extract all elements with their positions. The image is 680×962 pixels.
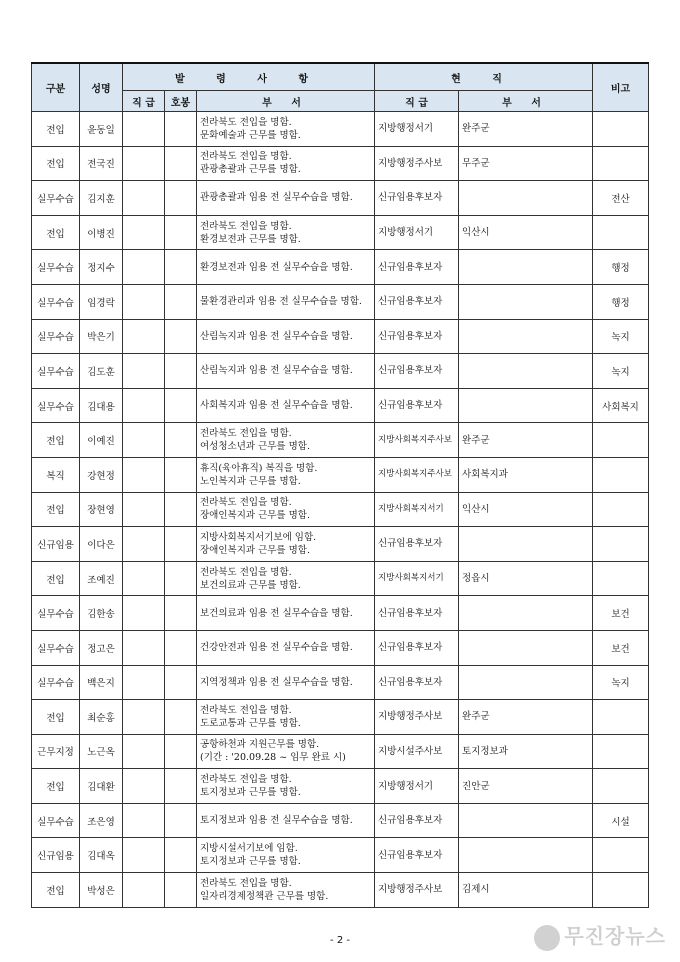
cell-grade	[123, 284, 165, 319]
table-row	[32, 284, 649, 319]
cell-step	[165, 873, 197, 908]
order-line-1: 지방시설서기보에 임함.	[200, 843, 298, 855]
cell-grade	[123, 457, 165, 492]
cell-grade	[123, 838, 165, 873]
cell-name: 김대용	[80, 388, 123, 423]
cell-cur-grade: 지방행정서기	[375, 215, 459, 250]
table-row	[32, 354, 649, 389]
cell-grade	[123, 146, 165, 181]
cell-gubun: 실무수습	[32, 665, 80, 700]
cell-grade	[123, 596, 165, 631]
cell-note	[593, 561, 649, 596]
cell-note: 보건	[593, 630, 649, 665]
table-row	[32, 873, 649, 908]
cell-name: 이다은	[80, 527, 123, 562]
cell-cur-dept	[459, 596, 593, 631]
cell-grade	[123, 181, 165, 216]
cell-cur-dept	[459, 803, 593, 838]
cell-gubun: 전입	[32, 561, 80, 596]
cell-gubun: 전입	[32, 769, 80, 804]
cell-step	[165, 596, 197, 631]
cell-order	[197, 769, 375, 804]
cell-order	[197, 423, 375, 458]
cell-step	[165, 700, 197, 735]
cell-grade	[123, 803, 165, 838]
cell-name: 전국진	[80, 146, 123, 181]
cell-step	[165, 734, 197, 769]
order-line-2: 문화예술과 근무를 명함.	[200, 129, 301, 141]
cell-step	[165, 388, 197, 423]
cell-step	[165, 284, 197, 319]
cell-name: 노근옥	[80, 734, 123, 769]
order-line-2: 여성청소년과 근무를 명함.	[200, 441, 311, 453]
cell-note	[593, 112, 649, 147]
cell-cur-dept: 완주군	[459, 423, 593, 458]
cell-name: 백은지	[80, 665, 123, 700]
col-dept-header: 부 서	[197, 91, 375, 112]
cell-order	[197, 803, 375, 838]
table-row	[32, 492, 649, 527]
cell-grade	[123, 769, 165, 804]
cell-name: 윤동일	[80, 112, 123, 147]
cell-cur-grade: 지방사회복지주사보	[375, 457, 459, 492]
cell-note: 전산	[593, 181, 649, 216]
col-current-header: 현 직	[375, 63, 593, 91]
cell-cur-grade: 신규임용후보자	[375, 284, 459, 319]
order-line-1: 보건의료과 임용 전 실무수습을 명함.	[200, 607, 353, 619]
table-row	[32, 457, 649, 492]
table-row	[32, 596, 649, 631]
cell-order	[197, 630, 375, 665]
order-line-1: 관광총괄과 임용 전 실무수습을 명함.	[200, 192, 353, 204]
table-row	[32, 561, 649, 596]
cell-grade	[123, 665, 165, 700]
order-line-1: 지역정책과 임용 전 실무수습을 명함.	[200, 676, 353, 688]
cell-note	[593, 423, 649, 458]
order-line-1: 공항하천과 지원근무를 명함.	[200, 739, 320, 751]
cell-step	[165, 319, 197, 354]
cell-order	[197, 388, 375, 423]
table-row	[32, 838, 649, 873]
cell-cur-dept	[459, 250, 593, 285]
col-note-header: 비고	[593, 63, 649, 112]
cell-note: 보건	[593, 596, 649, 631]
cell-cur-dept: 완주군	[459, 112, 593, 147]
order-line-1: 전라북도 전입을 명함.	[200, 151, 292, 163]
order-line-2: 장애인복지과 근무를 명함.	[200, 544, 311, 556]
cell-grade	[123, 734, 165, 769]
cell-cur-dept: 익산시	[459, 492, 593, 527]
cell-note: 사회복지	[593, 388, 649, 423]
table-row	[32, 803, 649, 838]
cell-cur-grade: 신규임용후보자	[375, 388, 459, 423]
cell-gubun: 전입	[32, 423, 80, 458]
cell-note	[593, 838, 649, 873]
cell-note	[593, 527, 649, 562]
order-line-2: 노인복지과 근무를 명함.	[200, 475, 301, 487]
cell-step	[165, 112, 197, 147]
cell-note	[593, 457, 649, 492]
cell-step	[165, 215, 197, 250]
cell-name: 강현정	[80, 457, 123, 492]
cell-cur-dept	[459, 181, 593, 216]
cell-note	[593, 734, 649, 769]
cell-note: 녹지	[593, 354, 649, 389]
cell-cur-dept: 토지정보과	[459, 734, 593, 769]
cell-cur-dept: 익산시	[459, 215, 593, 250]
cell-order	[197, 492, 375, 527]
cell-order	[197, 561, 375, 596]
cell-cur-dept: 진안군	[459, 769, 593, 804]
order-line-1: 전라북도 전입을 명함.	[200, 704, 292, 716]
cell-cur-grade: 지방사회복지주사보	[375, 423, 459, 458]
cell-name: 장현영	[80, 492, 123, 527]
order-line-1: 전라북도 전입을 명함.	[200, 220, 292, 232]
cell-order	[197, 873, 375, 908]
cell-grade	[123, 250, 165, 285]
cell-cur-dept	[459, 838, 593, 873]
cell-grade	[123, 527, 165, 562]
cell-step	[165, 665, 197, 700]
cell-order	[197, 838, 375, 873]
table-row	[32, 215, 649, 250]
watermark-text: 무진장뉴스	[564, 924, 666, 948]
cell-note: 녹지	[593, 665, 649, 700]
cell-order	[197, 215, 375, 250]
cell-gubun: 전입	[32, 146, 80, 181]
cell-grade	[123, 112, 165, 147]
cell-gubun: 실무수습	[32, 630, 80, 665]
cell-step	[165, 146, 197, 181]
col-cur-grade-header: 직 급	[375, 91, 459, 112]
cell-step	[165, 423, 197, 458]
order-line-1: 전라북도 전입을 명함.	[200, 497, 292, 509]
cell-cur-grade: 지방사회복지서기	[375, 492, 459, 527]
cell-note	[593, 873, 649, 908]
order-line-1: 전라북도 전입을 명함.	[200, 428, 292, 440]
cell-note: 행정	[593, 250, 649, 285]
order-line-1: 휴직(육아휴직) 복직을 명함.	[200, 462, 318, 474]
col-gubun-header: 구분	[32, 63, 80, 112]
cell-name: 정지수	[80, 250, 123, 285]
order-line-1: 전라북도 전입을 명함.	[200, 877, 292, 889]
cell-cur-dept: 김제시	[459, 873, 593, 908]
cell-name: 김지훈	[80, 181, 123, 216]
cell-cur-grade: 지방사회복지서기	[375, 561, 459, 596]
cell-gubun: 실무수습	[32, 596, 80, 631]
cell-cur-grade: 신규임용후보자	[375, 319, 459, 354]
cell-gubun: 실무수습	[32, 388, 80, 423]
cell-step	[165, 250, 197, 285]
cell-gubun: 실무수습	[32, 319, 80, 354]
col-name-header: 성명	[80, 63, 123, 112]
cell-grade	[123, 319, 165, 354]
cell-note	[593, 492, 649, 527]
cell-cur-grade: 신규임용후보자	[375, 838, 459, 873]
cell-step	[165, 769, 197, 804]
cell-order	[197, 734, 375, 769]
cell-step	[165, 527, 197, 562]
cell-order	[197, 700, 375, 735]
order-line-2: 장애인복지과 근무를 명함.	[200, 510, 311, 522]
order-line-1: 전라북도 전입을 명함.	[200, 116, 292, 128]
order-line-2: 환경보전과 근무를 명함.	[200, 233, 301, 245]
cell-cur-dept: 완주군	[459, 700, 593, 735]
cell-name: 박성은	[80, 873, 123, 908]
cell-gubun: 실무수습	[32, 250, 80, 285]
cell-order	[197, 319, 375, 354]
cell-order	[197, 250, 375, 285]
cell-gubun: 신규임용	[32, 838, 80, 873]
cell-note	[593, 769, 649, 804]
order-line-1: 산림녹지과 임용 전 실무수습을 명함.	[200, 365, 353, 377]
cell-cur-dept	[459, 319, 593, 354]
cell-gubun: 전입	[32, 492, 80, 527]
cell-step	[165, 630, 197, 665]
table-row	[32, 388, 649, 423]
cell-name: 김도훈	[80, 354, 123, 389]
order-line-1: 전라북도 전입을 명함.	[200, 566, 292, 578]
table-row	[32, 527, 649, 562]
cell-note	[593, 700, 649, 735]
table-row	[32, 146, 649, 181]
order-line-1: 건강안전과 임용 전 실무수습을 명함.	[200, 642, 353, 654]
cell-step	[165, 492, 197, 527]
cell-order	[197, 527, 375, 562]
cell-name: 정고은	[80, 630, 123, 665]
cell-note	[593, 146, 649, 181]
cell-grade	[123, 630, 165, 665]
cell-name: 김한송	[80, 596, 123, 631]
cell-gubun: 전입	[32, 112, 80, 147]
cell-grade	[123, 388, 165, 423]
table-row	[32, 181, 649, 216]
cell-cur-grade: 신규임용후보자	[375, 630, 459, 665]
cell-name: 김대옥	[80, 838, 123, 873]
cell-cur-grade: 신규임용후보자	[375, 354, 459, 389]
cell-order	[197, 181, 375, 216]
cell-grade	[123, 700, 165, 735]
cell-order	[197, 354, 375, 389]
page-number: - 2 -	[330, 935, 350, 946]
cell-cur-dept	[459, 527, 593, 562]
cell-cur-dept: 무주군	[459, 146, 593, 181]
cell-name: 이병진	[80, 215, 123, 250]
cell-gubun: 실무수습	[32, 181, 80, 216]
table-row	[32, 319, 649, 354]
cell-grade	[123, 423, 165, 458]
order-line-2: 토지정보과 근무를 명함.	[200, 787, 301, 799]
table-row	[32, 630, 649, 665]
cell-cur-dept	[459, 388, 593, 423]
cell-cur-dept: 사회복지과	[459, 457, 593, 492]
order-line-2: (기간 : '20.09.28 ~ 임무 완료 시)	[200, 752, 346, 764]
cell-order	[197, 596, 375, 631]
cell-cur-dept	[459, 284, 593, 319]
cell-cur-grade: 신규임용후보자	[375, 250, 459, 285]
cell-cur-dept	[459, 665, 593, 700]
cell-step	[165, 838, 197, 873]
cell-order	[197, 457, 375, 492]
cell-grade	[123, 561, 165, 596]
cell-step	[165, 803, 197, 838]
cell-gubun: 신규임용	[32, 527, 80, 562]
cell-cur-grade: 신규임용후보자	[375, 803, 459, 838]
cell-name: 이예진	[80, 423, 123, 458]
col-order-header: 발 령 사 항	[123, 63, 375, 91]
cell-order	[197, 284, 375, 319]
cell-cur-grade: 지방행정주사보	[375, 873, 459, 908]
cell-note	[593, 215, 649, 250]
cell-name: 조은영	[80, 803, 123, 838]
order-line-2: 토지정보과 근무를 명함.	[200, 856, 301, 868]
cell-cur-grade: 지방시설주사보	[375, 734, 459, 769]
cell-grade	[123, 215, 165, 250]
cell-grade	[123, 492, 165, 527]
cell-cur-grade: 신규임용후보자	[375, 665, 459, 700]
cell-grade	[123, 354, 165, 389]
cell-gubun: 실무수습	[32, 803, 80, 838]
cell-order	[197, 112, 375, 147]
order-line-2: 보건의료과 근무를 명함.	[200, 579, 301, 591]
cell-cur-grade: 신규임용후보자	[375, 596, 459, 631]
order-line-2: 도로교통과 근무를 명함.	[200, 717, 301, 729]
table-row	[32, 250, 649, 285]
col-step-header: 호봉	[165, 91, 197, 112]
cell-cur-dept	[459, 630, 593, 665]
watermark-logo	[534, 920, 666, 951]
cell-order	[197, 146, 375, 181]
cell-note: 행정	[593, 284, 649, 319]
order-line-1: 지방사회복지서기보에 임함.	[200, 531, 317, 543]
cell-note: 녹지	[593, 319, 649, 354]
table-row	[32, 769, 649, 804]
col-grade-header: 직 급	[123, 91, 165, 112]
cell-step	[165, 457, 197, 492]
cell-gubun: 실무수습	[32, 354, 80, 389]
cell-cur-grade: 신규임용후보자	[375, 181, 459, 216]
cell-step	[165, 181, 197, 216]
order-line-2: 일자리경제정책관 근무를 명함.	[200, 890, 329, 902]
cell-name: 조예진	[80, 561, 123, 596]
cell-name: 김대환	[80, 769, 123, 804]
cell-note: 시설	[593, 803, 649, 838]
order-line-1: 사회복지과 임용 전 실무수습을 명함.	[200, 400, 353, 412]
cell-step	[165, 561, 197, 596]
col-cur-dept-header: 부 서	[459, 91, 593, 112]
cell-name: 최순홍	[80, 700, 123, 735]
order-line-2: 관광총괄과 근무를 명함.	[200, 164, 301, 176]
order-line-1: 산림녹지과 임용 전 실무수습을 명함.	[200, 330, 353, 342]
cell-cur-grade: 지방행정서기	[375, 769, 459, 804]
watermark-icon	[534, 925, 560, 951]
table-row	[32, 665, 649, 700]
cell-cur-dept	[459, 354, 593, 389]
cell-cur-grade: 지방행정서기	[375, 112, 459, 147]
order-line-1: 환경보전과 임용 전 실무수습을 명함.	[200, 261, 353, 273]
cell-gubun: 전입	[32, 215, 80, 250]
order-line-1: 전라북도 전입을 명함.	[200, 774, 292, 786]
table-row	[32, 700, 649, 735]
cell-gubun: 전입	[32, 700, 80, 735]
table-row	[32, 734, 649, 769]
table-row	[32, 112, 649, 147]
cell-name: 임경락	[80, 284, 123, 319]
cell-cur-dept: 정읍시	[459, 561, 593, 596]
cell-step	[165, 354, 197, 389]
cell-cur-grade: 지방행정주사보	[375, 146, 459, 181]
cell-cur-grade: 신규임용후보자	[375, 527, 459, 562]
cell-order	[197, 665, 375, 700]
personnel-table	[31, 62, 649, 908]
cell-cur-grade: 지방행정주사보	[375, 700, 459, 735]
cell-gubun: 근무지정	[32, 734, 80, 769]
order-line-1: 토지정보과 임용 전 실무수습을 명함.	[200, 815, 353, 827]
cell-name: 박은기	[80, 319, 123, 354]
table-row	[32, 423, 649, 458]
cell-gubun: 전입	[32, 873, 80, 908]
order-line-1: 물환경관리과 임용 전 실무수습을 명함.	[200, 296, 362, 308]
cell-gubun: 실무수습	[32, 284, 80, 319]
cell-grade	[123, 873, 165, 908]
cell-gubun: 복직	[32, 457, 80, 492]
